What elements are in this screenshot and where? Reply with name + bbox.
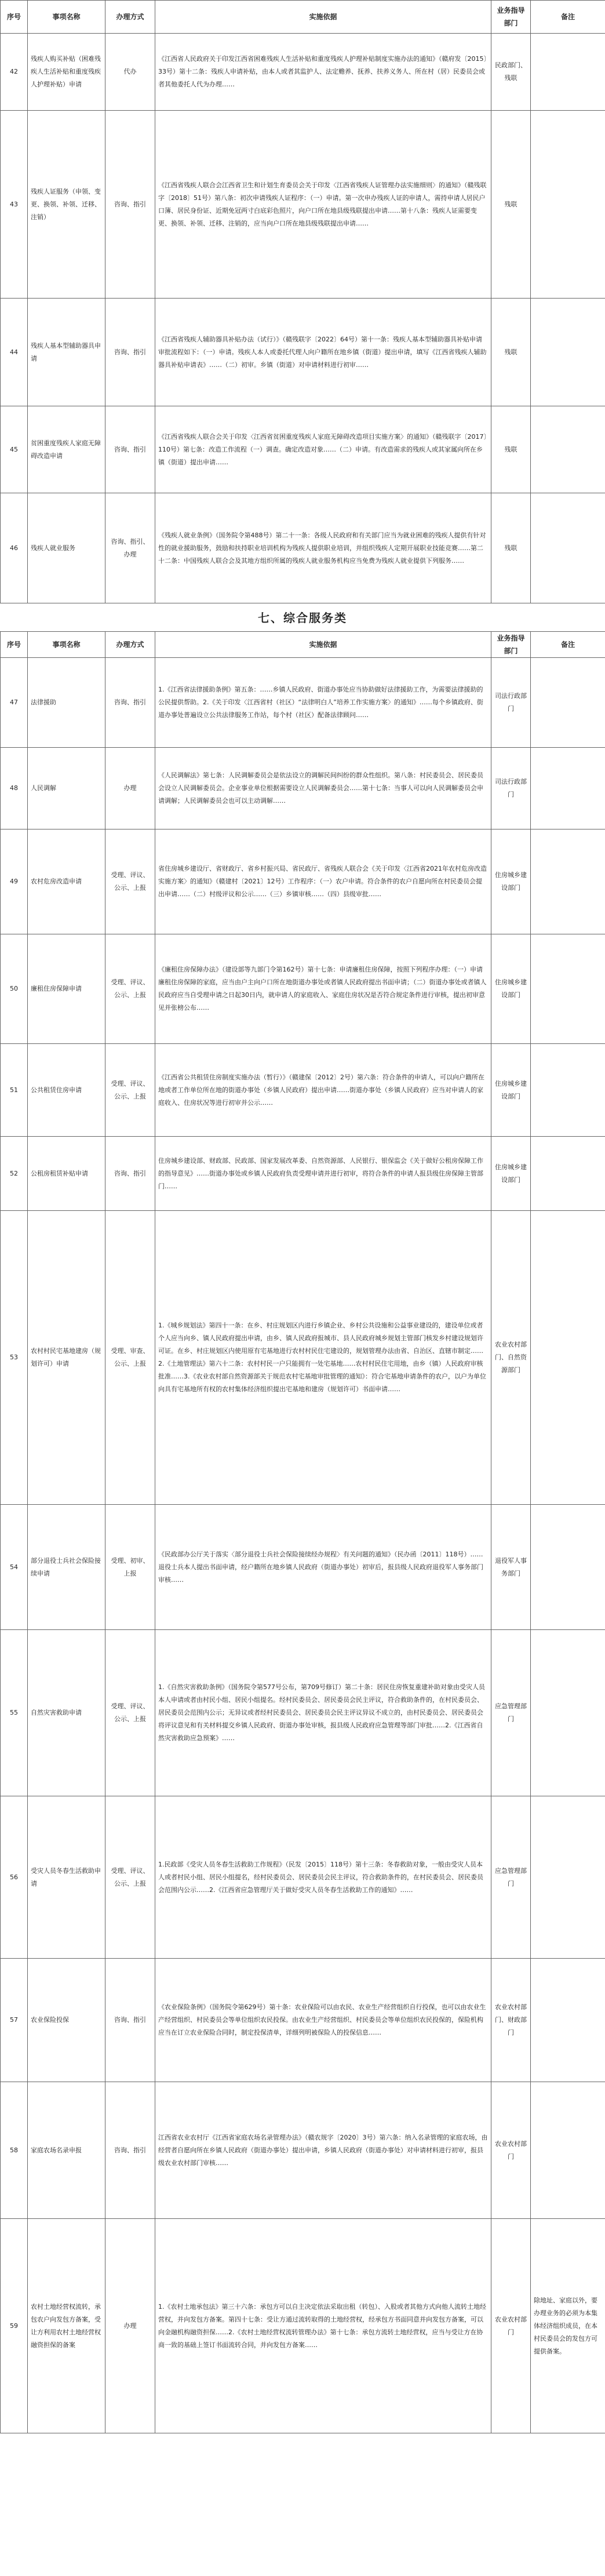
- row-basis: 1.《农村土地承包法》第三十六条：承包方可以自主决定依法采取出租（转包）、入股或者其他方式向他人流转土地经营权，并向发包方备案。第四十七条：受让方通过流转取得的土地经营权，经承包方书面同意并向发包方备案，可以向金融机构融资担保……2.《农村土地经营权流转管理办法》第十七条：承包方流转土地经营权，应当与受让方在协商一致的基础上签订书面流转合同，并向发包方备案……: [155, 2219, 491, 2433]
- table-row: [1, 829, 605, 934]
- table-row: [1, 34, 605, 111]
- row-note: [531, 1959, 605, 2082]
- row-method: 咨询、指引: [105, 658, 155, 748]
- row-dept: 应急管理部门: [491, 1796, 531, 1959]
- row-dept: 民政部门、残联: [491, 34, 531, 111]
- row-name: 人民调解: [28, 748, 105, 829]
- row-no: 57: [1, 1959, 28, 2082]
- row-no: 53: [1, 1211, 28, 1505]
- row-note: [531, 1137, 605, 1211]
- row-dept: 住房城乡建设部门: [491, 1044, 531, 1137]
- row-dept: 农业农村部门、财政部门: [491, 1959, 531, 2082]
- header-name: 事项名称: [28, 632, 105, 658]
- row-note: [531, 111, 605, 299]
- row-note: [531, 1044, 605, 1137]
- row-basis: 《江西省公共租赁住房制度实施办法（暂行）》（赣建保〔2012〕2号）第六条：符合条件的申请人，可以向户籍所在地或者工作单位所在地的街道办事处（乡镇人民政府）提出申请……街道办事处（乡镇人民政府）应当对申请人的家庭收入、住房状况等进行初审并公示……: [155, 1044, 491, 1137]
- row-method: 咨询、指引: [105, 2082, 155, 2219]
- table-row: [1, 1959, 605, 2082]
- table-row: [1, 934, 605, 1044]
- table-row: [1, 493, 605, 603]
- header-method: 办理方式: [105, 632, 155, 658]
- row-basis: 《江西省残疾人联合会江西省卫生和计划生育委员会关于印发〈江西省残疾人证管理办法实施细则〉的通知》（赣残联字〔2018〕51号）第八条：初次申请残疾人证程序：（一）申请。第一次申办残疾人证的申请人，需持申请人居民户口簿、居民身份证、近期免冠两寸白底彩色照片，向户口所在地县级残联提出申请……第十八条：残疾人证需要变更、换领、补领、迁移、注销的，应当向户口所在地县级残联提出申请……: [155, 111, 491, 299]
- table-header-row: [1, 632, 605, 658]
- services-table-part2: [0, 631, 605, 2433]
- row-basis: 江西省农业农村厅《江西省家庭农场名录管理办法》（赣农规字〔2020〕3号）第六条：纳入名录管理的家庭农场，由经营者自愿向所在乡镇人民政府（街道办事处）提出申请，乡镇人民政府（街道办事处）对申请材料进行初审，报县级农业农村部门审核……: [155, 2082, 491, 2219]
- row-name: 廉租住房保障申请: [28, 934, 105, 1044]
- header-note: 备注: [531, 632, 605, 658]
- row-dept: 残联: [491, 406, 531, 493]
- row-dept: 司法行政部门: [491, 748, 531, 829]
- row-note: [531, 1211, 605, 1505]
- row-no: 48: [1, 748, 28, 829]
- row-method: 受理、初审、上报: [105, 1505, 155, 1630]
- table-row: [1, 111, 605, 299]
- table-row: [1, 1137, 605, 1211]
- row-note: [531, 493, 605, 603]
- table-row: [1, 1505, 605, 1630]
- row-no: 56: [1, 1796, 28, 1959]
- row-note: [531, 658, 605, 748]
- row-basis: 1.《江西省法律援助条例》第五条：……乡镇人民政府、街道办事处应当协助做好法律援助工作，为需要法律援助的公民提供帮助。2.《关于印发〈江西省村（社区）“法律明白人”培养工作实施方案〉的通知》……每个乡镇政府、街道办事处普遍设立公共法律服务工作站，每个村（社区）配备法律顾问……: [155, 658, 491, 748]
- table-header-row: [1, 1, 605, 34]
- row-dept: 农业农村部门: [491, 2219, 531, 2433]
- header-dept: 业务指导部门: [491, 632, 531, 658]
- row-basis: 《廉租住房保障办法》（建设部等九部门令第162号）第十七条：申请廉租住房保障，按照下列程序办理：（一）申请廉租住房保障的家庭，应当由户主向户口所在地街道办事处或者镇人民政府提出书面申请；（二）街道办事处或者镇人民政府应当自受理申请之日起30日内，就申请人的家庭收入、家庭住房状况是否符合规定条件进行审核，提出初审意见并张榜公布……: [155, 934, 491, 1044]
- row-dept: 司法行政部门: [491, 658, 531, 748]
- row-name: 部分退役士兵社会保险接续申请: [28, 1505, 105, 1630]
- row-name: 公共租赁住房申请: [28, 1044, 105, 1137]
- row-dept: 农业农村部门: [491, 2082, 531, 2219]
- row-name: 农村土地经营权流转，承包农户向发包方备案，受让方利用农村土地经营权融资担保的备案: [28, 2219, 105, 2433]
- header-basis: 实施依据: [155, 632, 491, 658]
- row-basis: 1.《自然灾害救助条例》（国务院令第577号公布，第709号修订）第二十条：居民住房恢复重建补助对象由受灾人员本人申请或者由村民小组、居民小组提名。经村民委员会、居民委员会民主评议，符合救助条件的，在村民委员会、居民委员会范围内公示；无异议或者经村民委员会、居民委员会民主评议异议不成立的，由村民委员会、居民委员会将评议意见和有关材料提交乡镇人民政府、街道办事处审核，报县级人民政府应急管理等部门审批……2.《江西省自然灾害救助应急预案》……: [155, 1630, 491, 1796]
- row-method: 咨询、指引: [105, 1959, 155, 2082]
- row-note: [531, 829, 605, 934]
- table-row: [1, 406, 605, 493]
- table-row: [1, 748, 605, 829]
- header-name: 事项名称: [28, 1, 105, 34]
- row-no: 50: [1, 934, 28, 1044]
- row-no: 54: [1, 1505, 28, 1630]
- row-name: 农村村民宅基地建房（规划许可）申请: [28, 1211, 105, 1505]
- row-basis: 《人民调解法》第七条：人民调解委员会是依法设立的调解民间纠纷的群众性组织。第八条：村民委员会、居民委员会设立人民调解委员会。企业事业单位根据需要设立人民调解委员会……第十七条：当事人可以向人民调解委员会申请调解；人民调解委员会也可以主动调解……: [155, 748, 491, 829]
- row-dept: 住房城乡建设部门: [491, 829, 531, 934]
- row-dept: 农业农村部门、自然资源部门: [491, 1211, 531, 1505]
- row-name: 残疾人就业服务: [28, 493, 105, 603]
- row-no: 47: [1, 658, 28, 748]
- row-no: 55: [1, 1630, 28, 1796]
- table-row: [1, 1044, 605, 1137]
- row-no: 58: [1, 2082, 28, 2219]
- row-method: 咨询、指引: [105, 406, 155, 493]
- row-no: 52: [1, 1137, 28, 1211]
- row-name: 农业保险投保: [28, 1959, 105, 2082]
- row-dept: 住房城乡建设部门: [491, 1137, 531, 1211]
- row-note: 除地址、家庭以外，要办理业务的必须为本集体经济组织成员，在本村民委员会的发包方可提供备案。: [531, 2219, 605, 2433]
- row-note: [531, 748, 605, 829]
- row-no: 51: [1, 1044, 28, 1137]
- row-basis: 《农业保险条例》（国务院令第629号）第十条：农业保险可以由农民、农业生产经营组织自行投保，也可以由农业生产经营组织、村民委员会等单位组织农民投保。由农业生产经营组织、村民委员会等单位组织农民投保的，保险机构应当在订立农业保险合同时，制定投保清单，详细列明被保险人的投保信息……: [155, 1959, 491, 2082]
- row-dept: 住房城乡建设部门: [491, 934, 531, 1044]
- row-no: 43: [1, 111, 28, 299]
- row-note: [531, 406, 605, 493]
- row-basis: 省住房城乡建设厅、省财政厅、省乡村振兴局、省民政厅、省残疾人联合会《关于印发〈江西省2021年农村危房改造实施方案〉的通知》（赣建村〔2021〕12号）工作程序：（一）农户申请。符合条件的农户自愿向所在村民委员会提出申请……（二）村级评议和公示……（三）乡镇审核……（四）县级审批……: [155, 829, 491, 934]
- row-name: 公租房租赁补贴申请: [28, 1137, 105, 1211]
- row-method: 办理: [105, 2219, 155, 2433]
- row-method: 受理、评议、公示、上报: [105, 1630, 155, 1796]
- row-basis: 1.《城乡规划法》第四十一条：在乡、村庄规划区内进行乡镇企业、乡村公共设施和公益事业建设的，建设单位或者个人应当向乡、镇人民政府提出申请，由乡、镇人民政府报城市、县人民政府城乡规划主管部门核发乡村建设规划许可证。在乡、村庄规划区内使用原有宅基地进行农村村民住宅建设的，规划管理办法由省、自治区、直辖市制定……2.《土地管理法》第六十二条：农村村民一户只能拥有一处宅基地……农村村民住宅用地，由乡（镇）人民政府审核批准……3.《农业农村部自然资源部关于规范农村宅基地审批管理的通知》：符合宅基地申请条件的农户，以户为单位向具有宅基地所有权的农村集体经济组织提出宅基地和建房（规划许可）书面申请……: [155, 1211, 491, 1505]
- row-dept: 残联: [491, 493, 531, 603]
- row-dept: 应急管理部门: [491, 1630, 531, 1796]
- header-note: 备注: [531, 1, 605, 34]
- row-method: 受理、评议、公示、上报: [105, 934, 155, 1044]
- row-basis: 《民政部办公厅关于落实〈部分退役士兵社会保险接续经办规程〉有关问题的通知》（民办函〔2011〕118号）……退役士兵本人提出书面申请，经户籍所在地乡镇人民政府（街道办事处）初审后，报县级人民政府退役军人事务部门审核……: [155, 1505, 491, 1630]
- row-method: 办理: [105, 748, 155, 829]
- row-basis: 《残疾人就业条例》（国务院令第488号）第二十一条：各级人民政府和有关部门应当为就业困难的残疾人提供有针对性的就业援助服务，鼓励和扶持职业培训机构为残疾人提供职业培训，并组织残疾人定期开展职业技能竞赛……第二十二条：中国残疾人联合会及其地方组织所属的残疾人就业服务机构应当免费为残疾人就业提供下列服务……: [155, 493, 491, 603]
- table-row: [1, 299, 605, 406]
- row-name: 残疾人基本型辅助器具申请: [28, 299, 105, 406]
- row-no: 45: [1, 406, 28, 493]
- table-row: [1, 2082, 605, 2219]
- row-name: 残疾人购买补贴（困难残疾人生活补贴和重度残疾人护理补贴）申请: [28, 34, 105, 111]
- row-name: 贫困重度残疾人家庭无障碍改造申请: [28, 406, 105, 493]
- row-note: [531, 2082, 605, 2219]
- table-row: [1, 2219, 605, 2433]
- row-name: 受灾人员冬春生活救助申请: [28, 1796, 105, 1959]
- table-row: [1, 1630, 605, 1796]
- row-no: 42: [1, 34, 28, 111]
- row-name: 自然灾害救助申请: [28, 1630, 105, 1796]
- table-row: [1, 658, 605, 748]
- row-method: 咨询、指引: [105, 111, 155, 299]
- row-basis: 《江西省人民政府关于印发江西省困难残疾人生活补贴和重度残疾人护理补贴制度实施办法的通知》（赣府发〔2015〕33号）第十二条：残疾人申请补贴，由本人或者其监护人、法定赡养、抚养、扶养义务人、所在村（居）民委员会或者其他委托人代为办理……: [155, 34, 491, 111]
- row-note: [531, 1796, 605, 1959]
- services-table-part1: [0, 0, 605, 603]
- row-name: 法律援助: [28, 658, 105, 748]
- row-dept: 残联: [491, 299, 531, 406]
- row-method: 受理、评议、公示、上报: [105, 829, 155, 934]
- row-dept: 残联: [491, 111, 531, 299]
- row-basis: 《江西省残疾人辅助器具补贴办法（试行）》（赣残联字〔2022〕64号）第十一条：残疾人基本型辅助器具补贴申请审批流程如下：（一）申请。残疾人本人或委托代理人向户籍所在地乡镇（街道）提出申请，填写《江西省残疾人辅助器具补贴申请表》……（二）初审。乡镇（街道）对申请材料进行初审……: [155, 299, 491, 406]
- row-no: 59: [1, 2219, 28, 2433]
- row-note: [531, 299, 605, 406]
- row-method: 咨询、指引、办理: [105, 493, 155, 603]
- row-note: [531, 934, 605, 1044]
- row-method: 受理、评议、公示、上报: [105, 1796, 155, 1959]
- header-no: 序号: [1, 632, 28, 658]
- row-basis: 住房城乡建设部、财政部、民政部、国家发展改革委、自然资源部、人民银行、银保监会《关于做好公租房保障工作的指导意见》……街道办事处或乡镇人民政府负责受理申请并进行初审，将符合条件的申请人报县级住房保障主管部门……: [155, 1137, 491, 1211]
- row-basis: 《江西省残疾人联合会关于印发〈江西省贫困重度残疾人家庭无障碍改造项目实施方案〉的通知》（赣残联字〔2017〕110号）第七条：改造工作流程（一）调查。确定改造对象……（二）申请。有改造需求的残疾人或其家属向所在乡镇（街道）提出申请……: [155, 406, 491, 493]
- table-row: [1, 1796, 605, 1959]
- row-note: [531, 34, 605, 111]
- row-note: [531, 1505, 605, 1630]
- table-row: [1, 1211, 605, 1505]
- section-title: 七、综合服务类: [258, 611, 347, 625]
- header-basis: 实施依据: [155, 1, 491, 34]
- header-method: 办理方式: [105, 1, 155, 34]
- row-method: 代办: [105, 34, 155, 111]
- row-name: 残疾人证服务（申领、变更、换领、补领、迁移、注销）: [28, 111, 105, 299]
- row-method: 咨询、指引: [105, 1137, 155, 1211]
- row-dept: 退役军人事务部门: [491, 1505, 531, 1630]
- row-no: 49: [1, 829, 28, 934]
- row-no: 44: [1, 299, 28, 406]
- header-dept: 业务指导部门: [491, 1, 531, 34]
- row-name: 家庭农场名录申报: [28, 2082, 105, 2219]
- row-name: 农村危房改造申请: [28, 829, 105, 934]
- row-method: 受理、审查、公示、上报: [105, 1211, 155, 1505]
- header-no: 序号: [1, 1, 28, 34]
- row-method: 咨询、指引: [105, 299, 155, 406]
- row-basis: 1.民政部《受灾人员冬春生活救助工作规程》（民发〔2015〕118号）第十三条：冬春救助对象，一般由受灾人员本人或者村民小组、居民小组提名，经村民委员会、居民委员会民主评议，符合救助条件的，在村民委员会、居民委员会范围内公示……2.《江西省应急管理厅关于做好受灾人员冬春生活救助工作的通知》……: [155, 1796, 491, 1959]
- row-note: [531, 1630, 605, 1796]
- row-no: 46: [1, 493, 28, 603]
- row-method: 受理、评议、公示、上报: [105, 1044, 155, 1137]
